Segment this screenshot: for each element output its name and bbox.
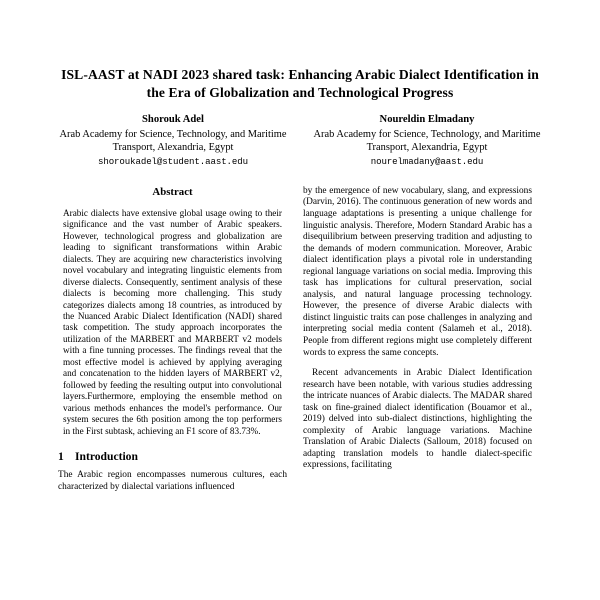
section-title: Introduction (75, 449, 138, 463)
column-left (58, 186, 287, 578)
author-name: Shorouk Adel (142, 114, 204, 125)
author-block-1 (46, 113, 300, 169)
author-name: Noureldin Elmadany (379, 114, 475, 125)
authors-row (0, 113, 600, 169)
paragraph-related-work: Recent advancements in Arabic Dialect Identification research have been notable, with various studies addressing the intricate nuances of Arabic dialects. The MADAR shared task on fine-grained dialect identification (Bouamor et al., 2019) delved into sub-dialect distinctions, highlighting the complexity of Arabic language variations. Machine Translation of Arabic Dialects (Salloum, 2018) focused on adapting translation models to handle dialect-specific expressions, facilitating (303, 368, 532, 471)
author-affiliation: Arab Academy for Science, Technology, and Maritime Transport, Alexandria, Egypt (313, 128, 541, 153)
author-email[interactable]: nourelmadany@aast.edu (370, 156, 484, 168)
abstract-text: Arabic dialects have extensive global usage owing to their significance and the vast number of Arabic speakers. However, technological progress and globalization are leading to significant transformations within Arabic dialects. They are acquiring new characteristics involving novel vocabulary and integrating linguistic elements from diverse dialects. Consequently, sentiment analysis of these dialects is becoming more challenging. This study categorizes dialects among 18 countries, as introduced by the Nuanced Arabic Dialect Identification (NADI) shared task competition. The study approach incorporates the utilization of the MARBERT and MARBERT v2 models with a fine tunning processes. The findings reveal that the most effective model is achieved by applying averaging and concatenation to the hidden layers of MARBERT v2, followed by feeding the resulting output into convolutional layers.Furthermore, employing the ensemble method on various methods enhances the model's performance. Our system secures the 6th position among the top performers in the First subtask, achieving an F1 score of 83.73%. (63, 207, 282, 436)
author-block-2 (300, 113, 554, 169)
paragraph-intro-continued: by the emergence of new vocabulary, slang, and expressions (Darvin, 2016). The continuous generation of new words and language adaptations is presenting a unique challenge for linguistic analysis. Therefore, Modern Standard Arabic has a disequilibrium between preserving tradition and adjusting to the demands of modern communication. Moreover, Arabic dialect identification plays a pivotal role in understanding regional language variations on social media. Improving this task has implications for cultural preservation, social analysis, and natural language processing technology. However, the presence of diverse Arabic dialects with distinct linguistic traits can pose challenges in analyzing and interpreting social media content (Salameh et al., 2018). People from different regions might use completely different words to express the same concepts. (303, 185, 532, 358)
section-number: 1 (58, 449, 64, 463)
abstract-body (58, 208, 287, 437)
page-title: ISL-AAST at NADI 2023 shared task: Enhancing Arabic Dialect Identification in the Era of Globalization and Technological Progress (61, 67, 539, 100)
column-right (303, 186, 532, 578)
paragraph-intro-left: The Arabic region encompasses numerous cultures, each characterized by dialectal variations influenced (58, 469, 287, 492)
author-email[interactable]: shoroukadel@student.aast.edu (97, 156, 248, 168)
body-columns (0, 186, 600, 578)
section-heading-introduction (58, 450, 287, 463)
title-block (0, 0, 600, 101)
abstract-heading: Abstract (152, 185, 193, 198)
author-affiliation: Arab Academy for Science, Technology, and Maritime Transport, Alexandria, Egypt (59, 128, 287, 153)
